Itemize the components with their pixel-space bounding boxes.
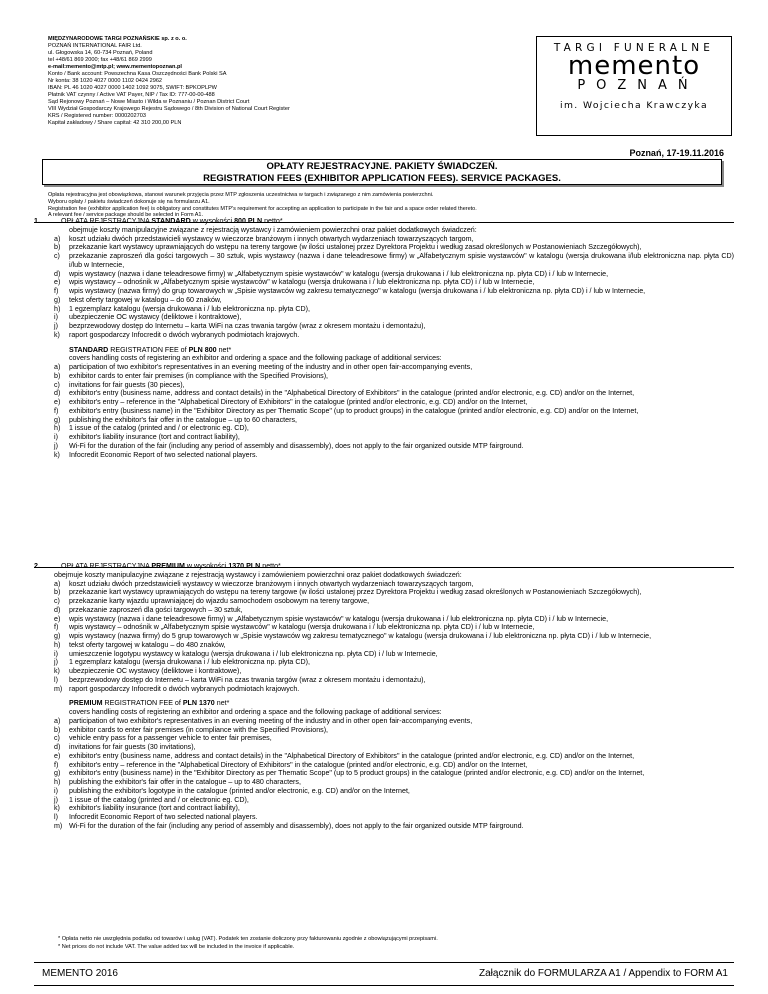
item-letter: j) [54, 658, 58, 667]
company-line: tel +48/61 869 2000; fax +48/61 869 2999 [48, 57, 152, 63]
item-letter: m) [54, 684, 63, 693]
list-item [54, 407, 734, 416]
item-letter: k) [54, 804, 60, 813]
item-letter: k) [54, 450, 60, 459]
item-letter: f) [54, 760, 59, 769]
item-text: raport gospodarczy Infocredit o dwóch wybranych podmiotach krajowych. [69, 330, 300, 339]
list-item [54, 296, 734, 305]
list-item [54, 588, 734, 597]
list-item [54, 287, 734, 296]
list-item [54, 822, 734, 831]
list-item [54, 305, 734, 314]
list-item [54, 322, 734, 331]
item-text: 1 issue of the catalog (printed and / or electronic eg. CD), [69, 795, 249, 804]
company-line: MIĘDZYNARODOWE TARGI POZNAŃSKIE sp. z o. o. [48, 36, 187, 42]
section-intro-en: covers handling costs of registering an exhibitor and ordering a space and the following package of additional services: [69, 708, 442, 716]
item-list-en [54, 717, 734, 831]
package-name: PREMIUM [69, 699, 103, 708]
item-letter: g) [54, 415, 61, 424]
fee-amount: 800 PLN [234, 217, 263, 225]
item-text: przekazanie kart wystawcy uprawniających do wstępu na tereny targowe (w ilości ustalonej przez Dyrektora Projektu i według zasad określonych w Postanowieniach Szczegółowych), [69, 243, 642, 252]
list-item [54, 650, 734, 659]
fee-amount: 1370 PLN [228, 562, 261, 570]
list-item [54, 658, 734, 667]
memento-logo [536, 36, 732, 136]
item-letter: d) [54, 389, 61, 398]
item-letter: d) [54, 269, 61, 278]
list-item [54, 761, 734, 770]
item-text: 1 egzemplarz katalogu (wersja drukowana i / lub elektroniczna np. płyta CD), [69, 658, 310, 667]
section-standard [34, 217, 734, 459]
item-letter: j) [54, 441, 58, 450]
item-text: umieszczenie logotypu wystawcy w katalogu (wersja drukowana i / lub elektroniczna np. płyta CD) i / lub w Internecie, [69, 649, 438, 658]
package-name: PREMIUM [151, 562, 185, 570]
list-item [54, 363, 734, 372]
section-heading-pl [61, 562, 734, 571]
company-line: e-mail:memento@mtp.pl; www.mementopoznan.pl [48, 64, 182, 70]
heading-post: net* [216, 699, 230, 708]
item-letter: b) [54, 725, 61, 734]
package-name: STANDARD [69, 345, 109, 354]
list-item [54, 243, 734, 252]
list-item [54, 433, 734, 442]
item-letter: f) [54, 623, 59, 632]
list-item [54, 389, 734, 398]
item-text: exhibitor's entry – reference in the "Alphabetical Directory of Exhibitors" in the catalogue (printed and/or electronic, e.g. CD) and/or on the Internet, [69, 760, 528, 769]
list-item [54, 685, 734, 694]
list-item [54, 597, 734, 606]
item-text: publishing the exhibitor's fair offer in the catalogue – up to 60 characters, [69, 415, 297, 424]
page-footer [34, 962, 734, 986]
section-heading-en [69, 699, 734, 708]
item-text: przekazanie karty wjazdu uprawniającej do wjazdu samochodem osobowym na tereny targowe, [69, 597, 370, 605]
item-letter: a) [54, 579, 61, 588]
item-letter: g) [54, 769, 61, 778]
section-body-pl [54, 571, 734, 694]
list-item [54, 424, 734, 433]
company-line: POZNAŃ INTERNATIONAL FAIR Ltd. [48, 43, 142, 49]
item-text: bezprzewodowy dostęp do Internetu – karta WiFi na czas trwania targów (wraz z okresem montażu i demontażu), [69, 675, 426, 684]
item-letter: e) [54, 398, 61, 406]
list-item [54, 313, 734, 322]
list-item [54, 667, 734, 676]
intro-line: A relevant fee / service package should be selected in Form A1. [48, 212, 204, 219]
item-text: invitations for fair guests (30 pieces), [69, 380, 185, 389]
intro-line: Wyboru opłaty / pakietu świadczeń dokonuje się na formularzu A1. [48, 198, 210, 205]
item-letter: a) [54, 363, 61, 371]
section-intro-pl: obejmuje koszty manipulacyjne związane z rejestracją wystawcy i zamówieniem powierzchni oraz pakiet dodatkowych świadczeń: [54, 570, 462, 579]
item-letter: k) [54, 667, 60, 675]
fee-amount: PLN 800 [188, 345, 217, 354]
logo-line-1: TARGI FUNERALNE [553, 42, 715, 54]
list-item [54, 804, 734, 813]
section-body-en [54, 354, 734, 459]
title-line-1: OPŁATY REJESTRACYJNE. PAKIETY ŚWIADCZEŃ. [266, 161, 498, 172]
item-letter: j) [54, 322, 58, 330]
item-letter: b) [54, 371, 61, 380]
heading-post: net* [218, 345, 232, 354]
item-letter: d) [54, 605, 61, 614]
section-heading-pl [61, 217, 734, 226]
company-line: Płatnik VAT czynny / Active VAT Payer, NIP / Tax ID: 777-00-00-488 [48, 92, 215, 98]
list-item [54, 606, 734, 615]
list-item [54, 734, 734, 743]
heading-prefix: OPŁATA REJESTRACYJNA [61, 562, 150, 570]
item-letter: b) [54, 243, 61, 252]
item-letter: l) [54, 675, 58, 684]
heading-mid: w wysokości [192, 217, 233, 225]
list-item [54, 778, 734, 787]
item-text: exhibitor's liability insurance (tort and contract liability), [69, 804, 240, 813]
item-letter: a) [54, 234, 61, 243]
section-intro-en: covers handling costs of registering an exhibitor and ordering a space and the following package of additional services: [69, 354, 442, 363]
item-text: wpis wystawcy (nazwa firmy) do 5 grup towarowych w „Spisie wystawców wg zakresu tematycznego" w katalogu (wersja drukowana i / lub elektroniczna np. płyta CD) i / lub w Internecie, [69, 632, 652, 640]
item-text: bezprzewodowy dostęp do Internetu – karta WiFi na czas trwania targów (wraz z okresem montażu i demontażu), [69, 322, 426, 330]
item-text: ubezpieczenie OC wystawcy (deliktowe i kontraktowe), [69, 313, 242, 322]
list-item [54, 717, 734, 726]
item-text: 1 egzemplarz katalogu (wersja drukowana i / lub elektroniczna np. płyta CD), [69, 304, 310, 313]
company-line: Sąd Rejonowy Poznań – Nowe Miasto i Wilda w Poznaniu / Poznan District Court [48, 99, 250, 105]
footnote-line: * Opłata netto nie uwzględnia podatku od towarów i usług (VAT). Podatek ten zostanie doliczony przy fakturowaniu zgodnie z obowiązującymi przepisami. [58, 936, 438, 942]
list-item [54, 398, 734, 407]
item-letter: g) [54, 632, 61, 640]
intro-line: Registration fee (exhibitor application fee) is obligatory and constitutes MTP's requirement for accepting an application to participate in the fair and a space order related thereto. [48, 205, 477, 212]
item-text: 1 issue of the catalog (printed and / or electronic eg. CD), [69, 424, 249, 433]
item-text: tekst oferty targowej w katalogu – do 60 znaków, [69, 295, 222, 304]
item-letter: h) [54, 778, 61, 786]
heading-post: netto* [264, 217, 283, 225]
list-item [54, 752, 734, 761]
item-list-pl [54, 235, 734, 340]
item-text: wpis wystawcy (nazwa i dane teleadresowe firmy) w „Alfabetycznym spisie wystawców" w katalogu (wersja drukowana i / lub elektroniczna np. płyta CD) i / lub w Internecie, [69, 269, 609, 278]
item-text: przekazanie zaproszeń dla gości targowych – 30 sztuk, wpis wystawcy (nazwa i dane teleadresowe firmy) w „Alfabetycznym spisie wystawców" w katalogu (wersja drukowana i/lub elektroniczna nap. płyta CD) i/lub w Internecie, [69, 252, 734, 269]
item-letter: h) [54, 640, 61, 649]
item-letter: c) [54, 597, 60, 605]
item-text: publishing the exhibitor's fair offer in the catalogue – up to 480 characters, [69, 778, 301, 786]
item-letter: g) [54, 295, 61, 304]
package-name: STANDARD [151, 217, 191, 225]
list-item [54, 743, 734, 752]
item-letter: i) [54, 649, 58, 658]
list-item [54, 270, 734, 279]
item-letter: h) [54, 304, 61, 313]
list-item [54, 641, 734, 650]
item-list-en [54, 363, 734, 459]
item-text: Wi-Fi for the duration of the fair (including any period of assembly and disassembly), does not apply to the fair organized outside MTP fairground. [69, 441, 524, 450]
company-details [48, 36, 488, 127]
section-intro-pl: obejmuje koszty manipulacyjne związane z rejestracją wystawcy i zamówieniem powierzchni oraz pakiet dodatkowych świadczeń: [69, 225, 477, 234]
company-line: Konto / Bank account: Powszechna Kasa Oszczędności Bank Polski SA [48, 71, 227, 77]
item-text: wpis wystawcy – odnośnik w „Alfabetycznym spisie wystawców" w katalogu (wersja drukowana i / lub elektroniczna np. płyta CD) i / lub w Internecie, [69, 278, 535, 287]
list-item [54, 769, 734, 778]
item-text: exhibitor's entry – reference in the "Alphabetical Directory of Exhibitors" in the catalogue (printed and/or electronic, e.g. CD) and/or on the Internet, [69, 398, 528, 406]
section-heading-en [69, 346, 734, 355]
item-text: participation of two exhibitor's representatives in an evening meeting of the industry and in other open fair-accompanying events, [69, 363, 473, 371]
heading-mid: w wysokości [186, 562, 227, 570]
heading-post: netto* [262, 562, 281, 570]
list-item [54, 372, 734, 381]
item-text: exhibitor's entry (business name) in the "Exhibitor Directory as per Thematic Scope" (up to product groups) in the catalogue (printed and/or electronic, e.g. CD) and/or on the Internet, [69, 406, 639, 415]
item-text: Infocredit Economic Report of two selected national players. [69, 813, 258, 821]
list-item [54, 416, 734, 425]
item-text: koszt udziału dwóch przedstawicieli wystawcy w wieczorze branżowym i innych otwartych wydarzeniach towarzyszących targom, [69, 234, 474, 243]
item-letter: f) [54, 406, 59, 415]
section-body-en [54, 708, 734, 831]
item-letter: e) [54, 614, 61, 623]
title-line-2: REGISTRATION FEES (EXHIBITOR APPLICATION FEES). SERVICE PACKAGES. [203, 172, 561, 184]
list-item [54, 615, 734, 624]
company-line: VIII Wydział Gospodarczy Krajowego Rejestru Sądowego / 8th Division of National Court Register [48, 106, 290, 112]
item-text: raport gospodarczy Infocredit o dwóch wybranych podmiotach krajowych. [69, 684, 300, 693]
item-letter: i) [54, 786, 58, 795]
item-text: Wi-Fi for the duration of the fair (including any period of assembly and disassembly), does not apply to the fair organized outside MTP fairground. [69, 821, 524, 830]
item-text: exhibitor's entry (business name, address and contact details) in the "Alphabetical Directory of Exhibitors" in the catalogue (printed and/or electronic, e.g. CD) and/or on the Internet, [69, 751, 635, 760]
list-item [54, 451, 734, 460]
list-item [54, 442, 734, 451]
heading-mid: REGISTRATION FEE of [104, 699, 181, 708]
item-letter: k) [54, 330, 60, 339]
heading-prefix: OPŁATA REJESTRACYJNA [61, 217, 150, 225]
list-item [54, 796, 734, 805]
item-letter: a) [54, 716, 61, 725]
item-text: exhibitor's entry (business name, address and contact details) in the "Alphabetical Directory of Exhibitors" in the catalogue (printed and/or electronic, e.g. CD) and/or on the Internet, [69, 389, 635, 398]
item-text: tekst oferty targowej w katalogu – do 480 znaków, [69, 640, 226, 649]
footnotes [58, 936, 738, 951]
intro-line: Opłata rejestracyjna jest obowiązkowa, stanowi warunek przyjęcia przez MTP zgłoszenia uczestnictwa w targach i związanego z nim zamówienia powierzchni. [48, 192, 434, 198]
list-item [54, 726, 734, 735]
list-item [54, 787, 734, 796]
intro-text [48, 192, 738, 219]
item-text: exhibitor cards to enter fair premises (in compliance with the Specified Provisions), [69, 371, 329, 380]
item-letter: f) [54, 287, 59, 295]
list-item [54, 813, 734, 822]
item-letter: e) [54, 278, 61, 287]
item-text: Infocredit Economic Report of two selected national players. [69, 450, 258, 459]
item-text: wpis wystawcy – odnośnik w „Alfabetycznym spisie wystawców" w katalogu (wersja drukowana i / lub elektroniczna np. płyta CD) i / lub w Internecie, [69, 623, 535, 632]
item-letter: b) [54, 588, 61, 597]
item-letter: c) [54, 734, 60, 743]
item-text: exhibitor's entry (business name) in the "Exhibitor Directory as per Thematic Scope" (up to 5 product groups) in the catalogue (printed and/or electronic, e.g. CD) and/or on the Internet, [69, 769, 645, 778]
item-text: exhibitor cards to enter fair premises (in compliance with the Specified Provisions), [69, 725, 329, 734]
section-premium [34, 562, 734, 831]
item-text: wpis wystawcy (nazwa i dane teleadresowe firmy) w „Alfabetycznym spisie wystawców" w katalogu (wersja drukowana i / lub elektroniczna np. płyta CD) i / lub w Internecie, [69, 614, 609, 623]
item-letter: m) [54, 821, 63, 830]
item-letter: d) [54, 743, 61, 751]
item-letter: c) [54, 380, 60, 389]
item-text: exhibitor's liability insurance (tort and contract liability), [69, 433, 240, 441]
item-text: wpis wystawcy (nazwa firmy) do grup towarowych w „Spisie wystawców wg zakresu tematycznego" w katalogu (wersja drukowana i / lub elektroniczna np. płyta CD) i / lub w Internecie, [69, 287, 646, 295]
section-number: 1. [34, 217, 40, 225]
logo-line-3: POZNAŃ [577, 78, 699, 93]
item-text: przekazanie zaproszeń dla gości targowych – 30 sztuk, [69, 605, 243, 614]
company-line: ul. Głogowska 14, 60-734 Poznań, Poland [48, 50, 153, 56]
logo-line-2: memento [567, 51, 701, 81]
list-item [54, 252, 734, 270]
footer-right: Załącznik do FORMULARZA A1 / Appendix to FORM A1 [479, 968, 728, 979]
list-item [54, 331, 734, 340]
item-text: invitations for fair guests (30 invitations), [69, 743, 196, 751]
footnote-line: * Net prices do not include VAT. The value added tax will be included in the invoice if applicable. [58, 943, 295, 950]
item-letter: i) [54, 433, 58, 441]
item-letter: i) [54, 313, 58, 322]
section-body-pl [54, 226, 734, 340]
item-text: koszt udziału dwóch przedstawicieli wystawcy w wieczorze branżowym i innych otwartych wydarzeniach towarzyszących targom, [69, 579, 474, 588]
list-item [54, 235, 734, 244]
item-letter: h) [54, 424, 61, 433]
item-text: publishing the exhibitor's logotype in the catalogue (printed and/or electronic, e.g. CD) and/or on the Internet, [69, 786, 410, 795]
list-item [54, 278, 734, 287]
item-letter: j) [54, 795, 58, 804]
place-date: Poznań, 17-19.11.2016 [629, 148, 724, 158]
logo-line-4: im. Wojciecha Krawczyka [560, 100, 708, 111]
item-text: przekazanie kart wystawcy uprawniających do wstępu na tereny targowe (w ilości ustalonej przez Dyrektora Projektu i według zasad określonych w Postanowieniach Szczegółowych), [69, 588, 642, 597]
item-letter: c) [54, 252, 60, 260]
footer-left: MEMENTO 2016 [42, 968, 118, 979]
item-letter: l) [54, 813, 58, 821]
fee-amount: PLN 1370 [182, 699, 215, 708]
list-item [54, 632, 734, 641]
item-text: participation of two exhibitor's representatives in an evening meeting of the industry and in other open fair-accompanying events, [69, 716, 473, 725]
item-text: vehicle entry pass for a passenger vehicle to enter fair premises, [69, 734, 272, 743]
list-item [54, 381, 734, 390]
heading-mid: REGISTRATION FEE of [110, 345, 187, 354]
list-item [54, 676, 734, 685]
document-title [42, 159, 722, 185]
item-list-pl [54, 580, 734, 694]
item-text: ubezpieczenie OC wystawcy (deliktowe i kontraktowe), [69, 667, 242, 675]
list-item [54, 623, 734, 632]
company-line: IBAN: PL 46 1020 4027 0000 1402 1092 9075, SWIFT: BPKOPLPW [48, 85, 217, 91]
item-letter: e) [54, 751, 61, 760]
company-line: KRS / Registered number: 0000202703 [48, 113, 146, 119]
company-line: Nr konta: 38 1020 4027 0000 1102 0424 2962 [48, 78, 163, 84]
list-item [54, 580, 734, 589]
company-line: Kapitał zakładowy / Share capital: 42 310 200,00 PLN [48, 120, 182, 126]
section-number: 2. [34, 562, 40, 570]
